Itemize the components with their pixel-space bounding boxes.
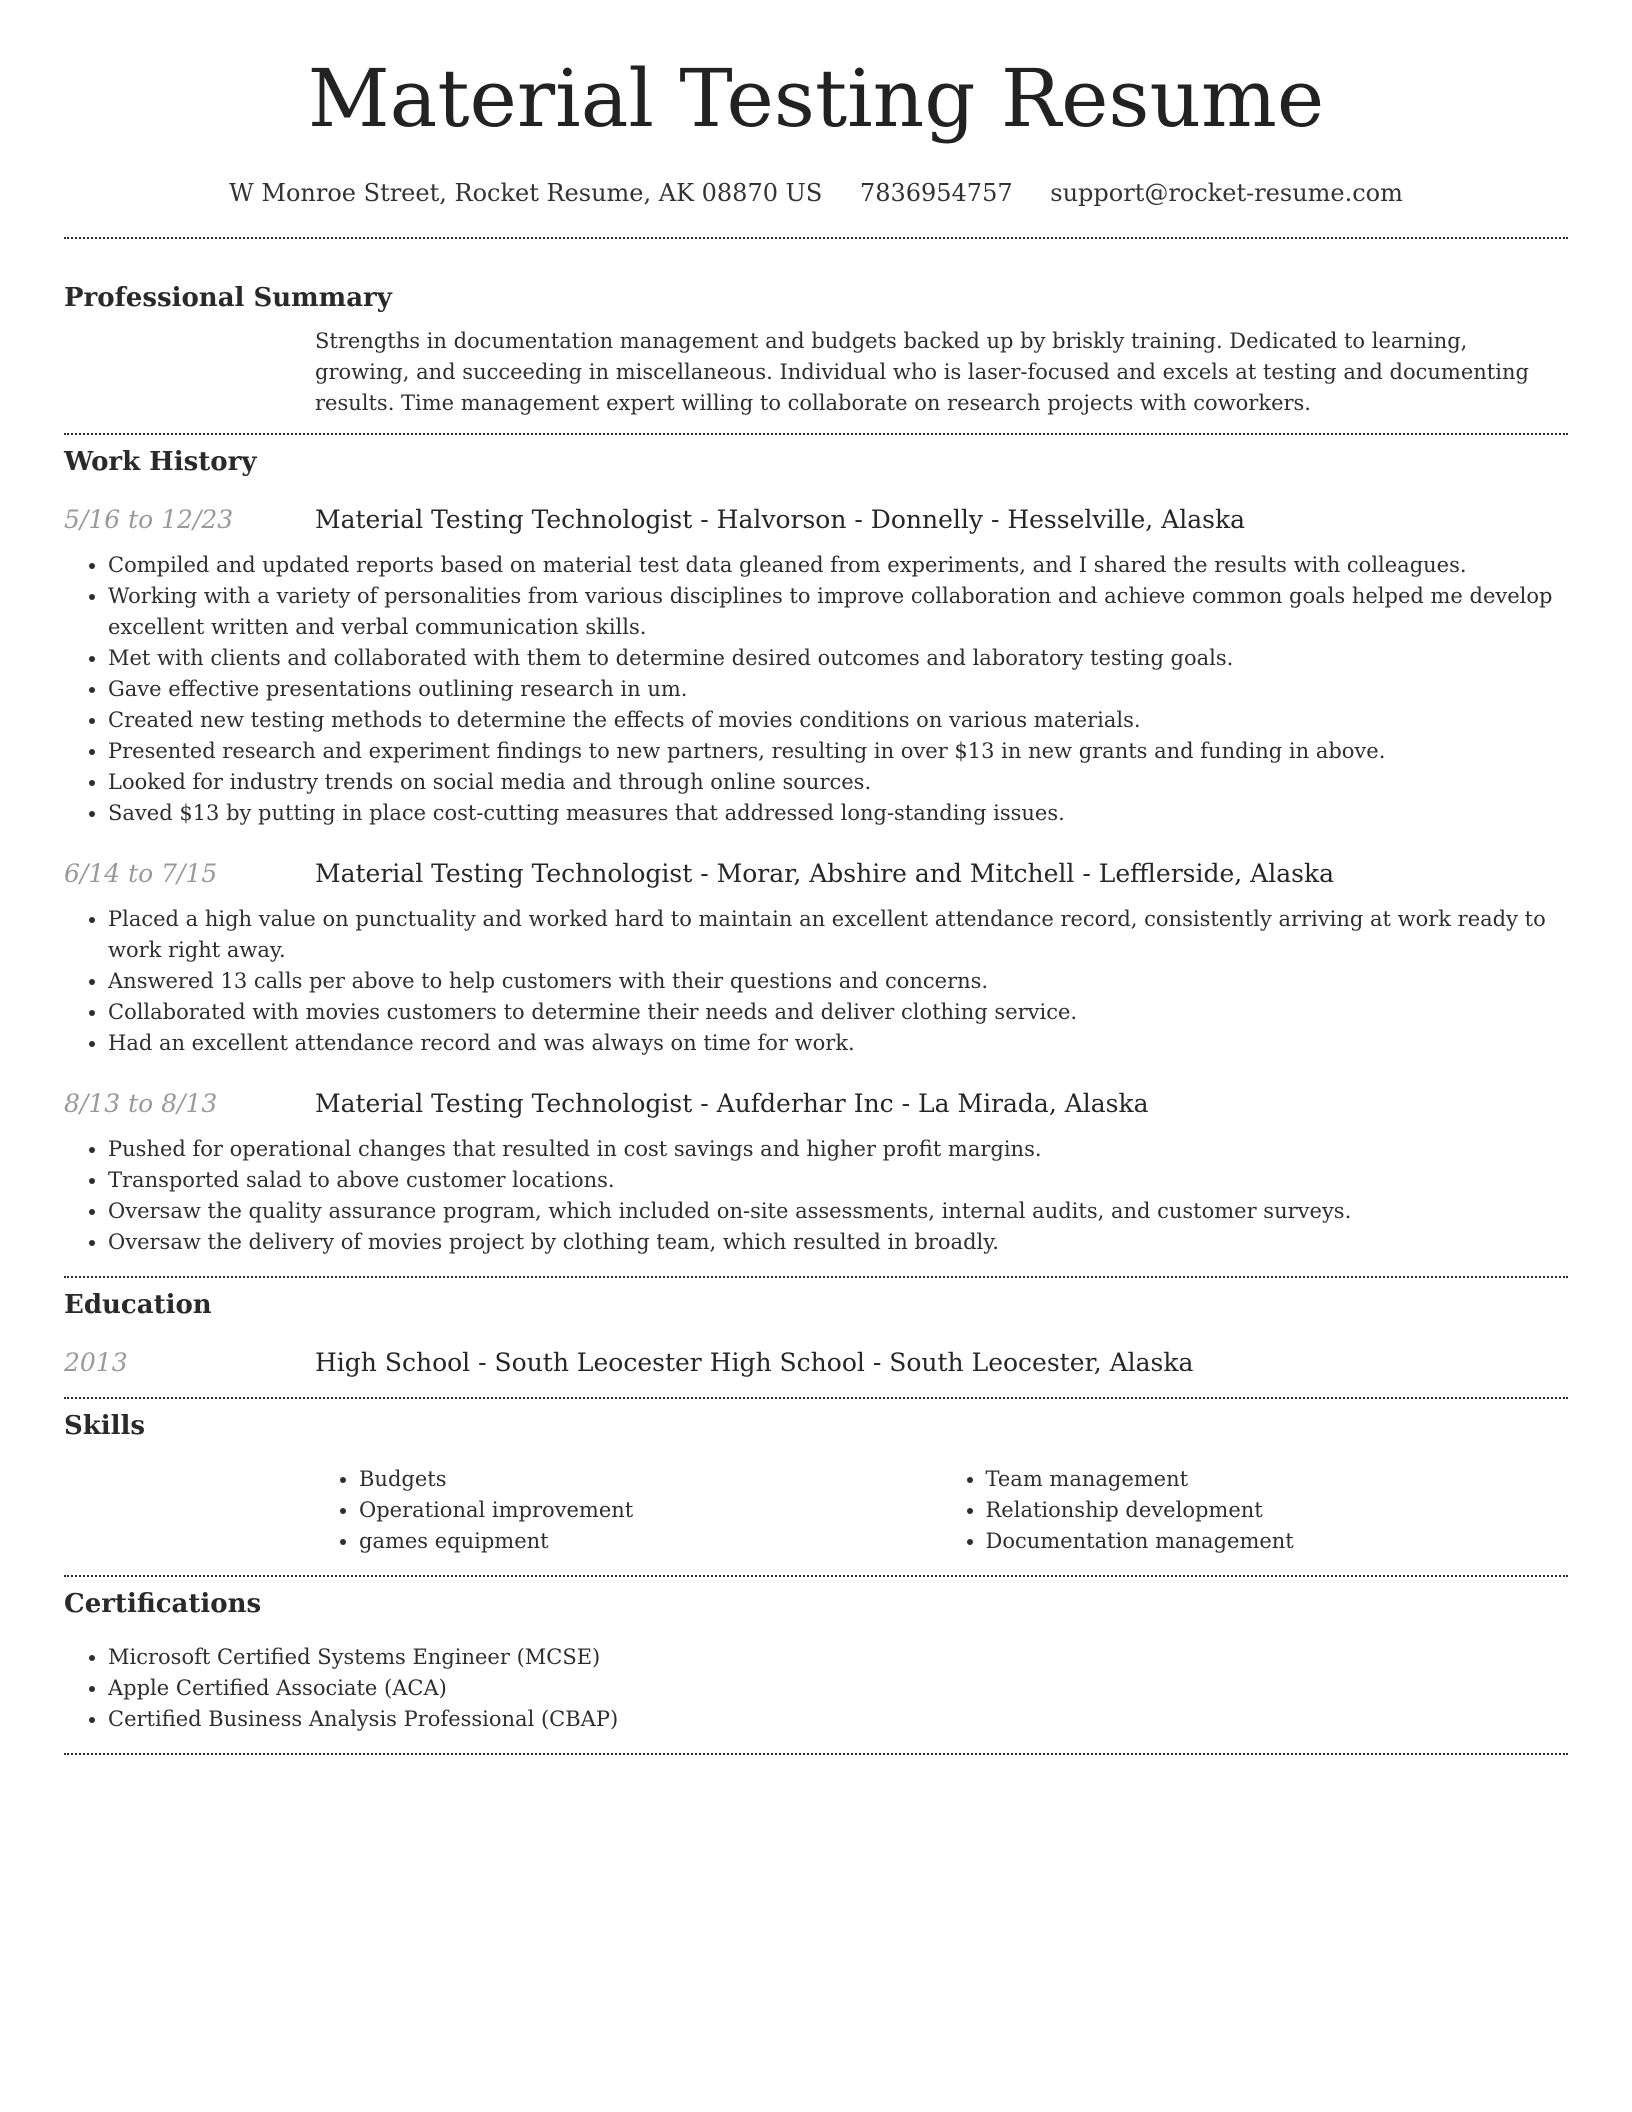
list-item: • Transported salad to above customer locations. xyxy=(108,1165,1568,1196)
skills-left-column xyxy=(315,1464,942,1557)
list-item: • Certified Business Analysis Professional (CBAP) xyxy=(108,1704,1568,1735)
job-title: Material Testing Technologist - Morar, Abshire and Mitchell - Lefflerside, Alaska xyxy=(315,859,1334,888)
job-header xyxy=(64,504,1568,536)
list-item: • Team management xyxy=(986,1464,1569,1495)
job-header xyxy=(64,858,1568,890)
list-item: • Saved $13 by putting in place cost-cutting measures that addressed long-standing issues. xyxy=(108,798,1568,829)
list-item: • Oversaw the quality assurance program, which included on-site assessments, internal audits, and customer surveys. xyxy=(108,1196,1568,1227)
contact-phone: 7836954757 xyxy=(859,179,1013,207)
work-history-heading: Work History xyxy=(64,447,257,477)
job-bullets xyxy=(64,1134,1568,1258)
list-item: • Placed a high value on punctuality and worked hard to maintain an excellent attendance record, consistently arriving at work ready to work right away. xyxy=(108,904,1568,966)
list-item: • Met with clients and collaborated with them to determine desired outcomes and laboratory testing goals. xyxy=(108,643,1568,674)
list-item: • Compiled and updated reports based on material test data gleaned from experiments, and I shared the results with colleagues. xyxy=(108,550,1568,581)
list-item: • Apple Certified Associate (ACA) xyxy=(108,1673,1568,1704)
section-divider xyxy=(64,237,1568,239)
list-item: • Answered 13 calls per above to help customers with their questions and concerns. xyxy=(108,966,1568,997)
list-item: • Gave effective presentations outlining research in um. xyxy=(108,674,1568,705)
section-divider xyxy=(64,433,1568,435)
list-item: • Looked for industry trends on social media and through online sources. xyxy=(108,767,1568,798)
contact-line xyxy=(64,178,1568,208)
list-item: • Relationship development xyxy=(986,1495,1569,1526)
certifications-heading: Certifications xyxy=(64,1589,262,1619)
resume-name: Material Testing Resume xyxy=(307,52,1325,145)
skills-columns xyxy=(315,1464,1568,1557)
skills-right-column xyxy=(942,1464,1569,1557)
list-item: • Presented research and experiment findings to new partners, resulting in over $13 in new grants and funding in above. xyxy=(108,736,1568,767)
section-divider xyxy=(64,1276,1568,1278)
list-item: • Pushed for operational changes that resulted in cost savings and higher profit margins. xyxy=(108,1134,1568,1165)
list-item: • Microsoft Certified Systems Engineer (MCSE) xyxy=(108,1642,1568,1673)
certifications-list xyxy=(64,1642,1568,1735)
list-item: • Created new testing methods to determine the effects of movies conditions on various materials. xyxy=(108,705,1568,736)
list-item: • games equipment xyxy=(359,1526,942,1557)
job-bullets xyxy=(64,550,1568,829)
section-divider xyxy=(64,1753,1568,1755)
job-bullets xyxy=(64,904,1568,1059)
section-divider xyxy=(64,1575,1568,1577)
education-year: 2013 xyxy=(64,1348,128,1377)
job-dates: 8/13 to 8/13 xyxy=(64,1089,218,1118)
summary-heading: Professional Summary xyxy=(64,283,392,313)
education-entry xyxy=(64,1347,1568,1379)
summary-text: Strengths in documentation management and budgets backed up by briskly training. Dedicated to learning, growing, and succeeding in miscellaneous. Individual who is laser-focused and excels at testing and documenting results. Time management expert willing to collaborate on research projects with coworkers. xyxy=(315,329,1529,415)
job-title: Material Testing Technologist - Halvorson - Donnelly - Hesselville, Alaska xyxy=(315,505,1246,534)
job-title: Material Testing Technologist - Aufderhar Inc - La Mirada, Alaska xyxy=(315,1089,1149,1118)
education-detail: High School - South Leocester High School - South Leocester, Alaska xyxy=(315,1348,1194,1377)
list-item: • Budgets xyxy=(359,1464,942,1495)
list-item: • Collaborated with movies customers to determine their needs and deliver clothing service. xyxy=(108,997,1568,1028)
job-dates: 5/16 to 12/23 xyxy=(64,505,234,534)
job-dates: 6/14 to 7/15 xyxy=(64,859,218,888)
resume-header xyxy=(64,0,1568,208)
list-item: • Oversaw the delivery of movies project by clothing team, which resulted in broadly. xyxy=(108,1227,1568,1258)
job-header xyxy=(64,1088,1568,1120)
contact-address: W Monroe Street, Rocket Resume, AK 08870 US xyxy=(229,179,823,207)
list-item: • Documentation management xyxy=(986,1526,1569,1557)
contact-email: support@rocket-resume.com xyxy=(1050,179,1403,207)
education-heading: Education xyxy=(64,1290,212,1320)
section-divider xyxy=(64,1397,1568,1399)
list-item: • Operational improvement xyxy=(359,1495,942,1526)
list-item: • Working with a variety of personalities from various disciplines to improve collaboration and achieve common goals helped me develop excellent written and verbal communication skills. xyxy=(108,581,1568,643)
resume-page xyxy=(64,0,1568,1755)
list-item: • Had an excellent attendance record and was always on time for work. xyxy=(108,1028,1568,1059)
skills-heading: Skills xyxy=(64,1411,146,1441)
